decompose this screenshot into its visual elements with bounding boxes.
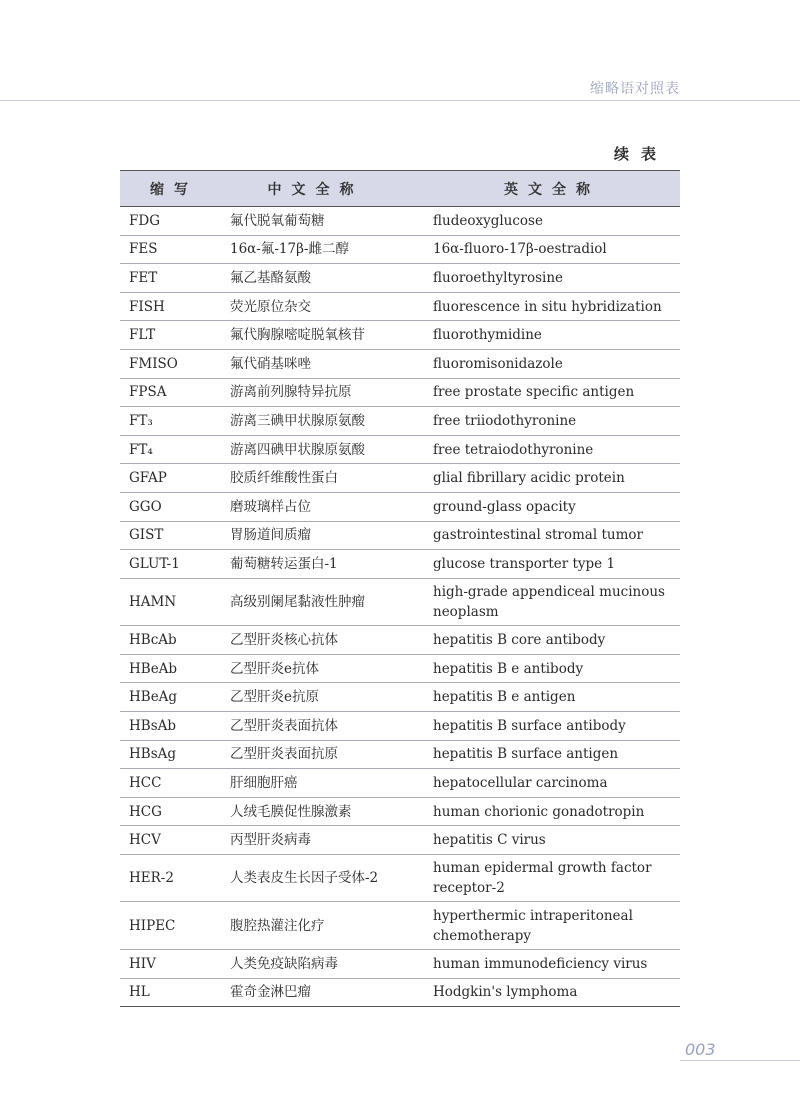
zh-cell: 胶质纤维酸性蛋白 (221, 464, 424, 493)
en-cell: fluorothymidine (424, 321, 680, 350)
en-cell: hepatitis B surface antigen (424, 740, 680, 769)
abbr-cell: GLUT-1 (120, 550, 221, 579)
abbr-cell: HBcAb (120, 626, 221, 655)
zh-cell: 人类表皮生长因子受体-2 (221, 854, 424, 902)
table-row (120, 902, 680, 950)
abbr-cell: FISH (120, 292, 221, 321)
abbr-cell: HBsAg (120, 740, 221, 769)
zh-cell: 胃肠道间质瘤 (221, 521, 424, 550)
abbr-cell: HIV (120, 949, 221, 978)
table-row (120, 683, 680, 712)
header-divider (0, 100, 800, 101)
abbr-cell: HIPEC (120, 902, 221, 950)
table-caption: 续表 (613, 145, 668, 163)
abbr-cell: HBeAg (120, 683, 221, 712)
zh-cell: 肝细胞肝癌 (221, 769, 424, 798)
abbr-cell: FMISO (120, 349, 221, 378)
zh-cell: 人绒毛膜促性腺激素 (221, 797, 424, 826)
en-cell: hepatitis C virus (424, 826, 680, 855)
column-header-abbr: 缩写 (150, 181, 198, 198)
en-cell: glucose transporter type 1 (424, 550, 680, 579)
en-cell: gastrointestinal stromal tumor (424, 521, 680, 550)
table-row (120, 321, 680, 350)
zh-cell: 乙型肝炎表面抗体 (221, 712, 424, 741)
en-cell: free prostate specific antigen (424, 378, 680, 407)
abbr-cell: HCC (120, 769, 221, 798)
zh-cell: 氟代胸腺嘧啶脱氧核苷 (221, 321, 424, 350)
en-cell: fludeoxyglucose (424, 207, 680, 236)
zh-cell: 霍奇金淋巴瘤 (221, 978, 424, 1007)
zh-cell: 荧光原位杂交 (221, 292, 424, 321)
en-cell: hepatitis B surface antibody (424, 712, 680, 741)
abbr-cell: GIST (120, 521, 221, 550)
table-row (120, 949, 680, 978)
en-cell: human chorionic gonadotropin (424, 797, 680, 826)
en-cell: glial fibrillary acidic protein (424, 464, 680, 493)
abbr-cell: HBeAb (120, 654, 221, 683)
en-cell: ground-glass opacity (424, 492, 680, 521)
table-row (120, 654, 680, 683)
abbr-cell: HCV (120, 826, 221, 855)
abbr-cell: FDG (120, 207, 221, 236)
zh-cell: 高级别阑尾黏液性肿瘤 (221, 578, 424, 626)
table-row (120, 978, 680, 1007)
table-row (120, 235, 680, 264)
abbr-cell: FES (120, 235, 221, 264)
zh-cell: 乙型肝炎e抗原 (221, 683, 424, 712)
zh-cell: 游离前列腺特异抗原 (221, 378, 424, 407)
en-cell: high-grade appendiceal mucinous neoplasm (424, 578, 680, 626)
en-cell: fluoroethyltyrosine (424, 264, 680, 293)
table-row (120, 740, 680, 769)
abbr-cell: HL (120, 978, 221, 1007)
abbr-cell: FET (120, 264, 221, 293)
abbr-cell: GFAP (120, 464, 221, 493)
abbreviation-table (120, 170, 680, 1007)
en-cell: fluoromisonidazole (424, 349, 680, 378)
table-row (120, 826, 680, 855)
zh-cell: 游离三碘甲状腺原氨酸 (221, 407, 424, 436)
table-row (120, 521, 680, 550)
zh-cell: 16α-氟-17β-雌二醇 (221, 235, 424, 264)
zh-cell: 氟代硝基咪唑 (221, 349, 424, 378)
en-cell: human epidermal growth factor receptor-2 (424, 854, 680, 902)
column-header-zh: 中文全称 (267, 181, 364, 198)
table-row (120, 578, 680, 626)
en-cell: Hodgkin's lymphoma (424, 978, 680, 1007)
en-cell: fluorescence in situ hybridization (424, 292, 680, 321)
abbr-cell: GGO (120, 492, 221, 521)
zh-cell: 氟乙基酪氨酸 (221, 264, 424, 293)
abbr-cell: FLT (120, 321, 221, 350)
en-cell: hepatitis B e antigen (424, 683, 680, 712)
abbr-cell: HCG (120, 797, 221, 826)
table-row (120, 712, 680, 741)
abbr-cell: HBsAb (120, 712, 221, 741)
abbr-cell: HER-2 (120, 854, 221, 902)
abbr-cell: FPSA (120, 378, 221, 407)
table-row (120, 492, 680, 521)
zh-cell: 氟代脱氧葡萄糖 (221, 207, 424, 236)
zh-cell: 人类免疫缺陷病毒 (221, 949, 424, 978)
zh-cell: 乙型肝炎e抗体 (221, 654, 424, 683)
column-header-en: 英文全称 (504, 181, 600, 198)
table-row (120, 349, 680, 378)
table-row (120, 264, 680, 293)
zh-cell: 葡萄糖转运蛋白-1 (221, 550, 424, 579)
table-row (120, 292, 680, 321)
abbr-cell: HAMN (120, 578, 221, 626)
zh-cell: 腹腔热灌注化疗 (221, 902, 424, 950)
table-row (120, 435, 680, 464)
table-row (120, 407, 680, 436)
abbr-cell: FT₃ (120, 407, 221, 436)
en-cell: hepatitis B core antibody (424, 626, 680, 655)
en-cell: 16α-fluoro-17β-oestradiol (424, 235, 680, 264)
zh-cell: 磨玻璃样占位 (221, 492, 424, 521)
en-cell: free triiodothyronine (424, 407, 680, 436)
table-row (120, 464, 680, 493)
zh-cell: 游离四碘甲状腺原氨酸 (221, 435, 424, 464)
table-row (120, 626, 680, 655)
footer-divider (680, 1060, 800, 1061)
en-cell: human immunodeficiency virus (424, 949, 680, 978)
en-cell: hepatocellular carcinoma (424, 769, 680, 798)
table-row (120, 207, 680, 236)
zh-cell: 乙型肝炎核心抗体 (221, 626, 424, 655)
running-head: 缩略语对照表 (590, 81, 680, 97)
table-row (120, 378, 680, 407)
abbr-cell: FT₄ (120, 435, 221, 464)
en-cell: hepatitis B e antibody (424, 654, 680, 683)
en-cell: free tetraiodothyronine (424, 435, 680, 464)
table-row (120, 854, 680, 902)
zh-cell: 丙型肝炎病毒 (221, 826, 424, 855)
zh-cell: 乙型肝炎表面抗原 (221, 740, 424, 769)
table-row (120, 797, 680, 826)
table-row (120, 550, 680, 579)
table-header-row (120, 171, 680, 207)
en-cell: hyperthermic intraperitoneal chemotherapy (424, 902, 680, 950)
page-number: 003 (685, 1040, 716, 1059)
table-row (120, 769, 680, 798)
